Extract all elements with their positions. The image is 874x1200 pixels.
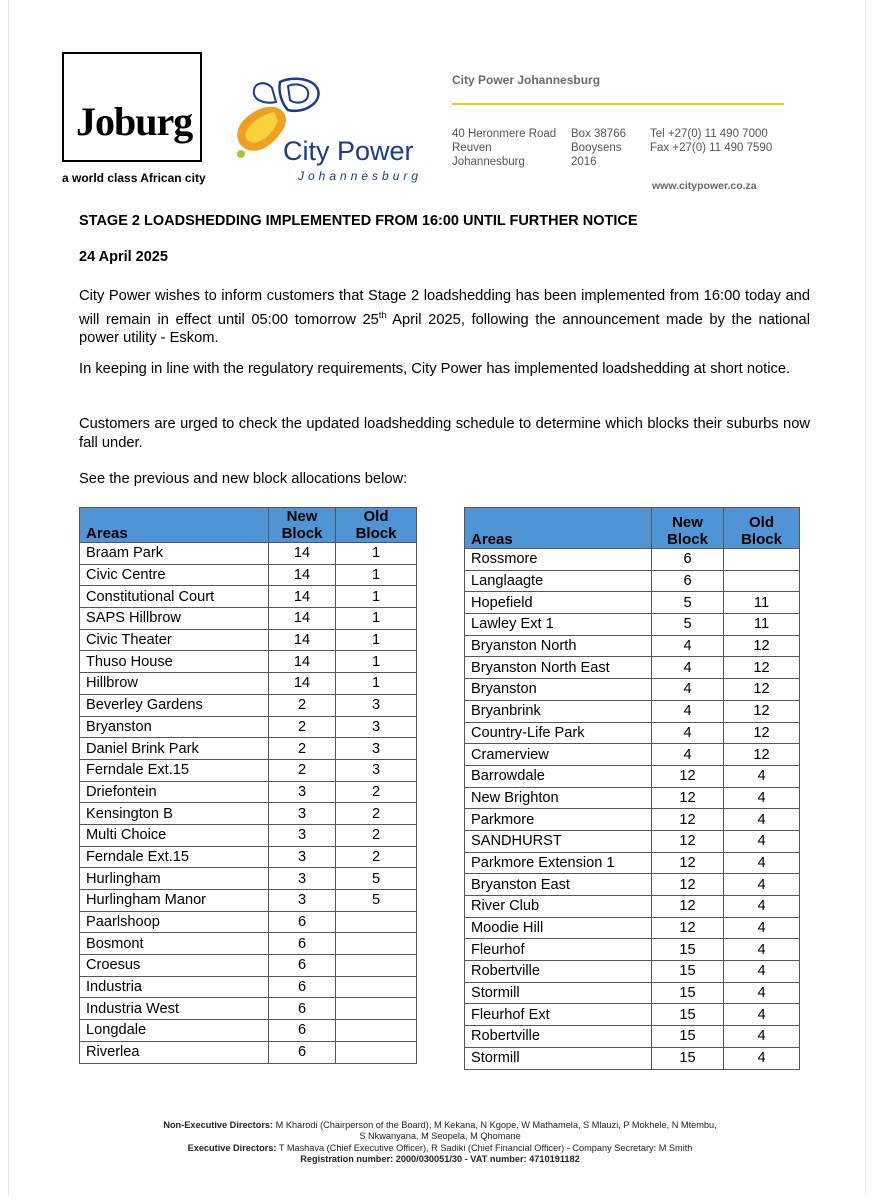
table-row (80, 846, 417, 868)
address-line: Johannesburg (452, 156, 525, 168)
area-cell: Riverlea (80, 1041, 269, 1063)
block-allocation-table-left (79, 507, 417, 1064)
new-block-cell: 14 (269, 586, 336, 608)
area-cell: Robertville (465, 961, 652, 983)
table-row (465, 570, 800, 592)
new-block-cell: 2 (269, 738, 336, 760)
area-cell: Stormill (465, 982, 652, 1004)
old-block-cell (336, 998, 417, 1020)
old-block-cell: 1 (336, 673, 417, 695)
new-block-cell: 15 (652, 982, 724, 1004)
new-block-cell: 12 (652, 917, 724, 939)
area-cell: Fleurhof (465, 939, 652, 961)
company-contact (650, 127, 772, 155)
area-cell: Ferndale Ext.15 (80, 846, 269, 868)
fax-number: Fax +27(0) 11 490 7590 (650, 142, 773, 154)
area-cell: Stormill (465, 1047, 652, 1069)
area-cell: Hurlingham Manor (80, 890, 269, 912)
new-block-cell: 14 (269, 629, 336, 651)
table-row (465, 657, 800, 679)
phone-number: Tel +27(0) 11 490 7000 (650, 128, 768, 140)
area-cell: Driefontein (80, 781, 269, 803)
paragraph-text: April 2025, following the announcement made by the national power utility - Eskom. (79, 311, 810, 346)
new-block-cell: 6 (269, 1020, 336, 1042)
header-old-block (336, 508, 417, 543)
footer-registration: Registration number: 2000/030051/30 - VAT number: 4710191182 (300, 1154, 580, 1165)
area-cell: Beverley Gardens (80, 694, 269, 716)
table-row (465, 700, 800, 722)
old-block-cell: 4 (724, 961, 800, 983)
footer-nonexec (100, 1120, 780, 1131)
area-cell: Bryanston (465, 679, 652, 701)
new-block-cell: 5 (652, 592, 724, 614)
table-header-row (465, 508, 800, 549)
old-block-cell (336, 976, 417, 998)
new-block-cell: 3 (269, 846, 336, 868)
header-text: Old (363, 508, 389, 525)
new-block-cell: 14 (269, 673, 336, 695)
area-cell: Moodie Hill (465, 917, 652, 939)
old-block-cell (336, 955, 417, 977)
area-cell: New Brighton (465, 787, 652, 809)
old-block-cell: 4 (724, 852, 800, 874)
new-block-cell: 14 (269, 543, 336, 565)
notice-paragraph-2: In keeping in line with the regulatory requirements, City Power has implemented loadshedding at short notice. (79, 361, 791, 377)
old-block-cell (724, 570, 800, 592)
old-block-cell: 2 (336, 846, 417, 868)
old-block-cell: 2 (336, 803, 417, 825)
footer-exec (100, 1143, 780, 1154)
area-cell: Fleurhof Ext (465, 1004, 652, 1026)
table-row (80, 564, 417, 586)
new-block-cell: 6 (269, 933, 336, 955)
new-block-cell: 2 (269, 716, 336, 738)
area-cell: Parkmore Extension 1 (465, 852, 652, 874)
area-cell: Langlaagte (465, 570, 652, 592)
company-website[interactable]: www.citypower.co.za (652, 180, 757, 192)
area-cell: Civic Centre (80, 564, 269, 586)
area-cell: Industria West (80, 998, 269, 1020)
table-row (80, 608, 417, 630)
header-areas: Areas (80, 508, 269, 543)
new-block-cell: 15 (652, 1047, 724, 1069)
superscript: th (378, 309, 387, 320)
old-block-cell: 1 (336, 543, 417, 565)
address-line: Reuven (452, 142, 492, 154)
old-block-cell: 4 (724, 1047, 800, 1069)
new-block-cell: 12 (652, 830, 724, 852)
header-new-block (652, 508, 724, 549)
header-old-block (724, 508, 800, 549)
table-row (80, 955, 417, 977)
new-block-cell: 2 (269, 694, 336, 716)
old-block-cell: 2 (336, 781, 417, 803)
area-cell: Multi Choice (80, 824, 269, 846)
table-row (80, 998, 417, 1020)
old-block-cell: 4 (724, 896, 800, 918)
old-block-cell: 4 (724, 787, 800, 809)
header-text: New (286, 508, 318, 525)
table-row (80, 543, 417, 565)
old-block-cell: 12 (724, 700, 800, 722)
table-row (80, 781, 417, 803)
area-cell: Hopefield (465, 592, 652, 614)
table-row (465, 830, 800, 852)
old-block-cell: 5 (336, 868, 417, 890)
area-cell: Bryanston (80, 716, 269, 738)
old-block-cell: 4 (724, 1026, 800, 1048)
area-cell: Bosmont (80, 933, 269, 955)
area-cell: Constitutional Court (80, 586, 269, 608)
company-address (452, 127, 556, 169)
paragraph-text: City Power wishes to inform customers that Stage 2 loadshedding has been implemented from 16:00 today and will remain in effect until 05:00 tomorrow 25 (79, 288, 810, 328)
table-row (465, 939, 800, 961)
joburg-tagline: a world class African city (62, 171, 206, 185)
table-row (80, 803, 417, 825)
postbox-line: 2016 (571, 156, 597, 168)
table-row (80, 933, 417, 955)
area-cell: Civic Theater (80, 629, 269, 651)
old-block-cell: 12 (724, 744, 800, 766)
area-cell: SANDHURST (465, 830, 652, 852)
area-cell: Bryanbrink (465, 700, 652, 722)
city-power-logo-subtext: Johannesburg (298, 169, 423, 183)
new-block-cell: 15 (652, 1004, 724, 1026)
new-block-cell: 6 (269, 911, 336, 933)
new-block-cell: 12 (652, 852, 724, 874)
area-cell: Robertville (465, 1026, 652, 1048)
table-row (80, 629, 417, 651)
old-block-cell: 5 (336, 890, 417, 912)
company-name: City Power Johannesburg (452, 73, 601, 87)
new-block-cell: 6 (269, 976, 336, 998)
old-block-cell: 4 (724, 765, 800, 787)
table-row (465, 982, 800, 1004)
area-cell: Daniel Brink Park (80, 738, 269, 760)
old-block-cell (336, 911, 417, 933)
new-block-cell: 4 (652, 722, 724, 744)
header-text: Block (355, 525, 397, 542)
header-text: Block (281, 525, 323, 542)
city-power-logo-text: City Power (283, 136, 414, 166)
postbox-line: Booysens (571, 142, 622, 154)
table-row (80, 911, 417, 933)
table-row (80, 651, 417, 673)
area-cell: Paarlshoop (80, 911, 269, 933)
table-row (465, 1004, 800, 1026)
old-block-cell: 12 (724, 657, 800, 679)
new-block-cell: 12 (652, 787, 724, 809)
table-row (465, 896, 800, 918)
new-block-cell: 5 (652, 614, 724, 636)
table-row (465, 852, 800, 874)
header-text: New (672, 514, 703, 531)
table-row (80, 694, 417, 716)
table-row (80, 890, 417, 912)
new-block-cell: 4 (652, 657, 724, 679)
old-block-cell: 11 (724, 614, 800, 636)
header-text: Block (741, 531, 782, 548)
table-row (80, 586, 417, 608)
table-row (465, 1047, 800, 1069)
header-text: Old (749, 514, 774, 531)
table-row (465, 549, 800, 571)
old-block-cell: 3 (336, 716, 417, 738)
new-block-cell: 3 (269, 803, 336, 825)
old-block-cell: 4 (724, 874, 800, 896)
table-row (80, 824, 417, 846)
new-block-cell: 2 (269, 759, 336, 781)
old-block-cell: 1 (336, 608, 417, 630)
notice-paragraph-4: See the previous and new block allocations below: (79, 471, 408, 487)
table-row (465, 917, 800, 939)
table-row (80, 1020, 417, 1042)
table-row (465, 614, 800, 636)
area-cell: Hillbrow (80, 673, 269, 695)
table-row (465, 874, 800, 896)
table-row (465, 809, 800, 831)
old-block-cell: 1 (336, 564, 417, 586)
old-block-cell: 12 (724, 635, 800, 657)
table-row (80, 1041, 417, 1063)
old-block-cell: 1 (336, 629, 417, 651)
footer-label: Executive Directors: (187, 1142, 277, 1153)
table-row (465, 592, 800, 614)
old-block-cell: 4 (724, 830, 800, 852)
area-cell: Kensington B (80, 803, 269, 825)
area-cell: SAPS Hillbrow (80, 608, 269, 630)
header-text: Block (667, 531, 708, 548)
new-block-cell: 4 (652, 679, 724, 701)
footer-nonexec-cont: S Nkwanyana, M Seopela, M Qhomane (359, 1131, 521, 1142)
area-cell: Country-Life Park (465, 722, 652, 744)
table-row (80, 759, 417, 781)
new-block-cell: 15 (652, 939, 724, 961)
new-block-cell: 12 (652, 809, 724, 831)
old-block-cell: 3 (336, 694, 417, 716)
old-block-cell: 12 (724, 722, 800, 744)
area-cell: Ferndale Ext.15 (80, 759, 269, 781)
new-block-cell: 14 (269, 651, 336, 673)
address-line: 40 Heronmere Road (452, 128, 557, 140)
old-block-cell (336, 933, 417, 955)
new-block-cell: 6 (652, 570, 724, 592)
old-block-cell (336, 1020, 417, 1042)
old-block-cell: 4 (724, 982, 800, 1004)
new-block-cell: 12 (652, 874, 724, 896)
notice-paragraph-1 (79, 287, 810, 347)
company-postbox (571, 127, 626, 169)
notice-date: 24 April 2025 (79, 249, 168, 265)
area-cell: Bryanston North (465, 635, 652, 657)
old-block-cell (336, 1041, 417, 1063)
table-row (80, 738, 417, 760)
postbox-line: Box 38766 (571, 128, 626, 140)
table-row (465, 744, 800, 766)
table-row (465, 961, 800, 983)
new-block-cell: 15 (652, 961, 724, 983)
new-block-cell: 6 (269, 955, 336, 977)
table-row (80, 673, 417, 695)
table-row (465, 722, 800, 744)
old-block-cell: 4 (724, 1004, 800, 1026)
table-row (80, 716, 417, 738)
footer-label: Non-Executive Directors: (163, 1120, 274, 1130)
old-block-cell: 4 (724, 939, 800, 961)
area-cell: Cramerview (465, 744, 652, 766)
new-block-cell: 4 (652, 744, 724, 766)
new-block-cell: 3 (269, 824, 336, 846)
joburg-logo: Joburg (76, 99, 193, 144)
notice-paragraph-3: Customers are urged to check the updated loadshedding schedule to determine which blocks their suburbs now fall under. (79, 416, 810, 451)
old-block-cell: 4 (724, 917, 800, 939)
new-block-cell: 12 (652, 896, 724, 918)
table-row (465, 635, 800, 657)
area-cell: Rossmore (465, 549, 652, 571)
header-areas: Areas (465, 508, 652, 549)
table-row (465, 679, 800, 701)
area-cell: Thuso House (80, 651, 269, 673)
new-block-cell: 15 (652, 1026, 724, 1048)
area-cell: Longdale (80, 1020, 269, 1042)
table-row (465, 1026, 800, 1048)
old-block-cell: 1 (336, 651, 417, 673)
area-cell: Bryanston East (465, 874, 652, 896)
area-cell: Bryanston North East (465, 657, 652, 679)
table-header-row (80, 508, 417, 543)
new-block-cell: 6 (652, 549, 724, 571)
new-block-cell: 14 (269, 608, 336, 630)
table-row (80, 976, 417, 998)
old-block-cell: 4 (724, 809, 800, 831)
table-row (465, 787, 800, 809)
area-cell: Hurlingham (80, 868, 269, 890)
table-row (465, 765, 800, 787)
new-block-cell: 4 (652, 700, 724, 722)
footer-text: M Kharodi (Chairperson of the Board), M Kekana, N Kgope, W Mathamela, S Mlauzi, P Mokhele, N Mtembu, (273, 1120, 717, 1130)
area-cell: River Club (465, 896, 652, 918)
old-block-cell: 12 (724, 679, 800, 701)
area-cell: Parkmore (465, 809, 652, 831)
new-block-cell: 4 (652, 635, 724, 657)
table-row (80, 868, 417, 890)
footer (100, 1120, 780, 1166)
header-new-block (269, 508, 336, 543)
block-allocation-table-right (464, 507, 800, 1070)
area-cell: Braam Park (80, 543, 269, 565)
old-block-cell (724, 549, 800, 571)
new-block-cell: 3 (269, 890, 336, 912)
new-block-cell: 3 (269, 868, 336, 890)
header-divider (452, 103, 784, 105)
old-block-cell: 11 (724, 592, 800, 614)
new-block-cell: 6 (269, 998, 336, 1020)
old-block-cell: 1 (336, 586, 417, 608)
new-block-cell: 14 (269, 564, 336, 586)
old-block-cell: 3 (336, 759, 417, 781)
area-cell: Lawley Ext 1 (465, 614, 652, 636)
old-block-cell: 3 (336, 738, 417, 760)
footer-text: T Mashava (Chief Executive Officer), R Sadiki (Chief Financial Officer) - Company Secretary: M Smith (276, 1142, 693, 1153)
new-block-cell: 3 (269, 781, 336, 803)
area-cell: Industria (80, 976, 269, 998)
new-block-cell: 12 (652, 765, 724, 787)
old-block-cell: 2 (336, 824, 417, 846)
new-block-cell: 6 (269, 1041, 336, 1063)
area-cell: Croesus (80, 955, 269, 977)
notice-headline: STAGE 2 LOADSHEDDING IMPLEMENTED FROM 16:00 UNTIL FURTHER NOTICE (79, 213, 638, 229)
area-cell: Barrowdale (465, 765, 652, 787)
